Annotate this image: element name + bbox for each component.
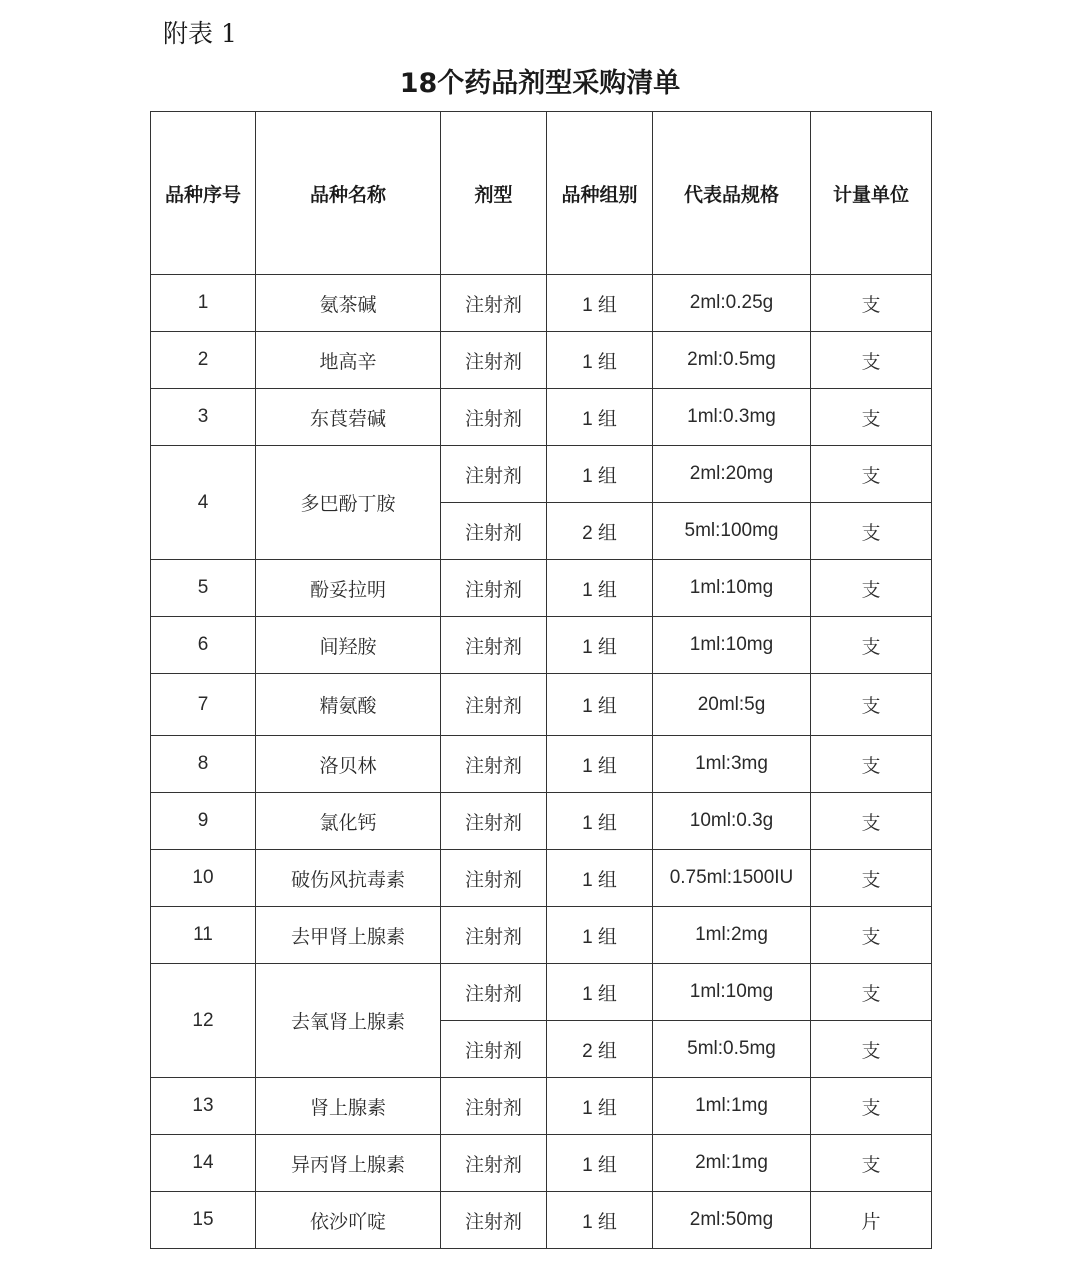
- cell-representative-spec: 20ml:5g: [653, 674, 811, 736]
- cell-representative-spec: 2ml:20mg: [653, 446, 811, 503]
- cell-variety-name: 洛贝林: [256, 736, 441, 793]
- cell-variety-name: 精氨酸: [256, 674, 441, 736]
- cell-variety-group: 1 组: [547, 1192, 653, 1249]
- cell-variety-no: 12: [151, 964, 256, 1078]
- cell-unit: 支: [811, 1021, 932, 1078]
- table-header-row: [151, 112, 932, 275]
- cell-unit: 支: [811, 793, 932, 850]
- cell-variety-no: 2: [151, 332, 256, 389]
- table-body: [151, 275, 932, 1249]
- cell-variety-no: 8: [151, 736, 256, 793]
- cell-variety-group: 1 组: [547, 964, 653, 1021]
- cell-unit: 支: [811, 332, 932, 389]
- header-representative-spec: 代表品规格: [653, 112, 811, 275]
- cell-variety-no: 15: [151, 1192, 256, 1249]
- table-row: [151, 964, 932, 1021]
- cell-dosage-form: 注射剂: [441, 1021, 547, 1078]
- cell-variety-no: 3: [151, 389, 256, 446]
- cell-variety-no: 6: [151, 617, 256, 674]
- cell-dosage-form: 注射剂: [441, 332, 547, 389]
- cell-unit: 支: [811, 964, 932, 1021]
- cell-variety-no: 9: [151, 793, 256, 850]
- cell-dosage-form: 注射剂: [441, 1192, 547, 1249]
- cell-variety-group: 1 组: [547, 674, 653, 736]
- cell-variety-name: 去氧肾上腺素: [256, 964, 441, 1078]
- cell-variety-group: 1 组: [547, 793, 653, 850]
- cell-variety-group: 1 组: [547, 617, 653, 674]
- table-row: [151, 560, 932, 617]
- cell-unit: 支: [811, 674, 932, 736]
- cell-variety-group: 1 组: [547, 1135, 653, 1192]
- table-row: [151, 674, 932, 736]
- page-title: 18个药品剂型采购清单: [399, 68, 681, 99]
- table-row: [151, 389, 932, 446]
- cell-representative-spec: 1ml:2mg: [653, 907, 811, 964]
- cell-unit: 支: [811, 389, 932, 446]
- table-row: [151, 1078, 932, 1135]
- cell-variety-group: 2 组: [547, 1021, 653, 1078]
- table-row: [151, 1135, 932, 1192]
- table-row: [151, 1192, 932, 1249]
- cell-variety-name: 间羟胺: [256, 617, 441, 674]
- cell-dosage-form: 注射剂: [441, 617, 547, 674]
- purchase-list-table: [150, 111, 932, 1249]
- header-variety-no: 品种序号: [151, 112, 256, 275]
- cell-variety-group: 1 组: [547, 736, 653, 793]
- cell-representative-spec: 2ml:1mg: [653, 1135, 811, 1192]
- table-row: [151, 332, 932, 389]
- cell-variety-group: 2 组: [547, 503, 653, 560]
- cell-dosage-form: 注射剂: [441, 793, 547, 850]
- cell-variety-name: 多巴酚丁胺: [256, 446, 441, 560]
- cell-representative-spec: 1ml:1mg: [653, 1078, 811, 1135]
- cell-variety-name: 地高辛: [256, 332, 441, 389]
- cell-variety-name: 破伤风抗毒素: [256, 850, 441, 907]
- header-dosage-form: 剂型: [441, 112, 547, 275]
- cell-variety-no: 1: [151, 275, 256, 332]
- cell-variety-no: 13: [151, 1078, 256, 1135]
- cell-variety-group: 1 组: [547, 560, 653, 617]
- cell-variety-no: 11: [151, 907, 256, 964]
- cell-unit: 片: [811, 1192, 932, 1249]
- cell-representative-spec: 1ml:10mg: [653, 617, 811, 674]
- cell-variety-name: 依沙吖啶: [256, 1192, 441, 1249]
- cell-variety-name: 酚妥拉明: [256, 560, 441, 617]
- cell-unit: 支: [811, 850, 932, 907]
- cell-unit: 支: [811, 275, 932, 332]
- table-row: [151, 736, 932, 793]
- appendix-label: 附表 1: [163, 19, 237, 48]
- cell-unit: 支: [811, 560, 932, 617]
- cell-unit: 支: [811, 1135, 932, 1192]
- table-row: [151, 850, 932, 907]
- cell-dosage-form: 注射剂: [441, 503, 547, 560]
- cell-unit: 支: [811, 1078, 932, 1135]
- cell-unit: 支: [811, 446, 932, 503]
- cell-representative-spec: 2ml:0.25g: [653, 275, 811, 332]
- cell-representative-spec: 0.75ml:1500IU: [653, 850, 811, 907]
- cell-unit: 支: [811, 736, 932, 793]
- header-variety-group: 品种组别: [547, 112, 653, 275]
- cell-representative-spec: 10ml:0.3g: [653, 793, 811, 850]
- cell-variety-group: 1 组: [547, 275, 653, 332]
- cell-variety-group: 1 组: [547, 907, 653, 964]
- cell-representative-spec: 2ml:0.5mg: [653, 332, 811, 389]
- cell-variety-group: 1 组: [547, 1078, 653, 1135]
- cell-variety-group: 1 组: [547, 446, 653, 503]
- cell-variety-no: 14: [151, 1135, 256, 1192]
- cell-variety-no: 5: [151, 560, 256, 617]
- cell-variety-name: 异丙肾上腺素: [256, 1135, 441, 1192]
- cell-dosage-form: 注射剂: [441, 1135, 547, 1192]
- cell-variety-name: 氨茶碱: [256, 275, 441, 332]
- cell-unit: 支: [811, 617, 932, 674]
- cell-variety-name: 肾上腺素: [256, 1078, 441, 1135]
- cell-unit: 支: [811, 503, 932, 560]
- cell-dosage-form: 注射剂: [441, 850, 547, 907]
- cell-variety-name: 去甲肾上腺素: [256, 907, 441, 964]
- cell-dosage-form: 注射剂: [441, 275, 547, 332]
- header-variety-name: 品种名称: [256, 112, 441, 275]
- header-unit: 计量单位: [811, 112, 932, 275]
- table-row: [151, 907, 932, 964]
- table-row: [151, 617, 932, 674]
- cell-dosage-form: 注射剂: [441, 446, 547, 503]
- cell-representative-spec: 1ml:3mg: [653, 736, 811, 793]
- cell-dosage-form: 注射剂: [441, 964, 547, 1021]
- cell-variety-name: 氯化钙: [256, 793, 441, 850]
- cell-dosage-form: 注射剂: [441, 560, 547, 617]
- cell-variety-no: 10: [151, 850, 256, 907]
- cell-representative-spec: 1ml:0.3mg: [653, 389, 811, 446]
- cell-variety-no: 4: [151, 446, 256, 560]
- cell-variety-group: 1 组: [547, 389, 653, 446]
- cell-representative-spec: 5ml:0.5mg: [653, 1021, 811, 1078]
- cell-dosage-form: 注射剂: [441, 389, 547, 446]
- table-row: [151, 446, 932, 503]
- table-row: [151, 275, 932, 332]
- cell-representative-spec: 1ml:10mg: [653, 964, 811, 1021]
- cell-dosage-form: 注射剂: [441, 736, 547, 793]
- cell-dosage-form: 注射剂: [441, 674, 547, 736]
- cell-representative-spec: 5ml:100mg: [653, 503, 811, 560]
- cell-variety-group: 1 组: [547, 850, 653, 907]
- cell-variety-no: 7: [151, 674, 256, 736]
- cell-variety-name: 东莨菪碱: [256, 389, 441, 446]
- cell-representative-spec: 2ml:50mg: [653, 1192, 811, 1249]
- table-row: [151, 793, 932, 850]
- cell-representative-spec: 1ml:10mg: [653, 560, 811, 617]
- cell-unit: 支: [811, 907, 932, 964]
- cell-variety-group: 1 组: [547, 332, 653, 389]
- cell-dosage-form: 注射剂: [441, 1078, 547, 1135]
- cell-dosage-form: 注射剂: [441, 907, 547, 964]
